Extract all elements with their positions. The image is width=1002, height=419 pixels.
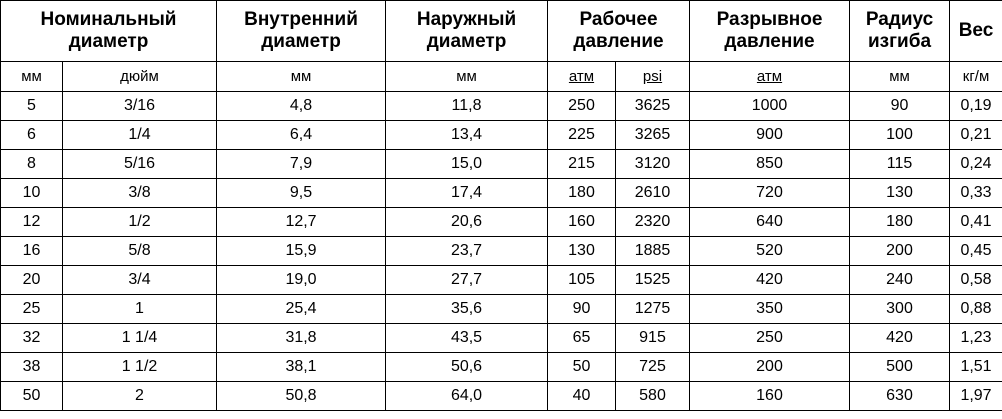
table-cell: 3625 xyxy=(616,92,690,121)
column-unit-header xyxy=(1,62,63,92)
table-row xyxy=(1,121,1002,150)
table-cell: 6,4 xyxy=(217,121,386,150)
table-cell: 350 xyxy=(690,295,850,324)
table-cell: 50,8 xyxy=(217,382,386,411)
table-cell: 900 xyxy=(690,121,850,150)
column-group-header: Внутренний диаметр xyxy=(217,1,386,62)
unit-label: мм xyxy=(456,68,477,85)
table-cell: 200 xyxy=(690,353,850,382)
table-cell: 50 xyxy=(548,353,616,382)
table-cell: 19,0 xyxy=(217,266,386,295)
table-cell: 16 xyxy=(1,237,63,266)
table-cell: 0,45 xyxy=(950,237,1002,266)
column-unit-header xyxy=(548,62,616,92)
table-cell: 9,5 xyxy=(217,179,386,208)
unit-label: дюйм xyxy=(120,68,159,85)
table-cell: 300 xyxy=(850,295,950,324)
table-row xyxy=(1,92,1002,121)
table-cell: 15,9 xyxy=(217,237,386,266)
table-cell: 0,21 xyxy=(950,121,1002,150)
table-cell: 0,88 xyxy=(950,295,1002,324)
column-unit-header xyxy=(217,62,386,92)
table-cell: 160 xyxy=(548,208,616,237)
table-cell: 225 xyxy=(548,121,616,150)
table-body xyxy=(1,92,1002,411)
table-cell: 32 xyxy=(1,324,63,353)
table-cell: 7,9 xyxy=(217,150,386,179)
column-unit-header xyxy=(690,62,850,92)
table-cell: 15,0 xyxy=(386,150,548,179)
table-cell: 0,58 xyxy=(950,266,1002,295)
table-cell: 8 xyxy=(1,150,63,179)
column-group-header: Рабочее давление xyxy=(548,1,690,62)
table-cell: 180 xyxy=(850,208,950,237)
table-cell: 1000 xyxy=(690,92,850,121)
table-cell: 250 xyxy=(548,92,616,121)
unit-label: атм xyxy=(568,68,595,85)
table-cell: 1 xyxy=(63,295,217,324)
table-cell: 180 xyxy=(548,179,616,208)
table-cell: 640 xyxy=(690,208,850,237)
table-cell: 215 xyxy=(548,150,616,179)
table-cell: 5/16 xyxy=(63,150,217,179)
table-cell: 3120 xyxy=(616,150,690,179)
table-cell: 12 xyxy=(1,208,63,237)
table-cell: 105 xyxy=(548,266,616,295)
table-cell: 1885 xyxy=(616,237,690,266)
table-cell: 65 xyxy=(548,324,616,353)
table-row xyxy=(1,382,1002,411)
table-cell: 1/2 xyxy=(63,208,217,237)
table-cell: 20 xyxy=(1,266,63,295)
table-cell: 250 xyxy=(690,324,850,353)
table-cell: 25 xyxy=(1,295,63,324)
table-cell: 5/8 xyxy=(63,237,217,266)
table-row xyxy=(1,353,1002,382)
table-cell: 500 xyxy=(850,353,950,382)
table-cell: 50 xyxy=(1,382,63,411)
table-cell: 1 1/2 xyxy=(63,353,217,382)
table-cell: 2320 xyxy=(616,208,690,237)
table-cell: 240 xyxy=(850,266,950,295)
table-cell: 1,51 xyxy=(950,353,1002,382)
column-unit-header xyxy=(386,62,548,92)
table-cell: 115 xyxy=(850,150,950,179)
table-cell: 25,4 xyxy=(217,295,386,324)
table-cell: 200 xyxy=(850,237,950,266)
table-cell: 3/16 xyxy=(63,92,217,121)
unit-label: мм xyxy=(21,68,42,85)
table-cell: 1,23 xyxy=(950,324,1002,353)
table-cell: 27,7 xyxy=(386,266,548,295)
unit-label: psi xyxy=(642,68,663,85)
column-group-header: Вес xyxy=(950,1,1002,62)
table-cell: 17,4 xyxy=(386,179,548,208)
column-group-header: Разрывное давление xyxy=(690,1,850,62)
table-cell: 850 xyxy=(690,150,850,179)
table-cell: 420 xyxy=(850,324,950,353)
table-cell: 0,41 xyxy=(950,208,1002,237)
table-cell: 13,4 xyxy=(386,121,548,150)
table-cell: 50,6 xyxy=(386,353,548,382)
table-cell: 12,7 xyxy=(217,208,386,237)
table-cell: 64,0 xyxy=(386,382,548,411)
table-cell: 915 xyxy=(616,324,690,353)
table-cell: 3/4 xyxy=(63,266,217,295)
table-row xyxy=(1,266,1002,295)
table-row xyxy=(1,208,1002,237)
table-cell: 160 xyxy=(690,382,850,411)
table-cell: 5 xyxy=(1,92,63,121)
table-header xyxy=(1,1,1002,92)
table-cell: 43,5 xyxy=(386,324,548,353)
table-cell: 1 1/4 xyxy=(63,324,217,353)
table-cell: 31,8 xyxy=(217,324,386,353)
table-cell: 38,1 xyxy=(217,353,386,382)
table-cell: 130 xyxy=(548,237,616,266)
table-cell: 3265 xyxy=(616,121,690,150)
table-cell: 420 xyxy=(690,266,850,295)
table-cell: 130 xyxy=(850,179,950,208)
table-row xyxy=(1,324,1002,353)
table-cell: 40 xyxy=(548,382,616,411)
column-group-header: Номинальный диаметр xyxy=(1,1,217,62)
unit-label: мм xyxy=(889,68,910,85)
table-cell: 2 xyxy=(63,382,217,411)
table-cell: 38 xyxy=(1,353,63,382)
table-row xyxy=(1,150,1002,179)
table-cell: 23,7 xyxy=(386,237,548,266)
table-cell: 580 xyxy=(616,382,690,411)
table-cell: 630 xyxy=(850,382,950,411)
column-group-header: Наружный диаметр xyxy=(386,1,548,62)
group-header-row xyxy=(1,1,1002,62)
column-unit-header xyxy=(616,62,690,92)
table-cell: 1275 xyxy=(616,295,690,324)
unit-label: мм xyxy=(290,68,312,85)
table-row xyxy=(1,179,1002,208)
table-cell: 11,8 xyxy=(386,92,548,121)
column-unit-header xyxy=(850,62,950,92)
unit-label: атм xyxy=(756,68,783,85)
table-cell: 0,33 xyxy=(950,179,1002,208)
table-cell: 4,8 xyxy=(217,92,386,121)
table-cell: 1525 xyxy=(616,266,690,295)
column-group-header: Радиус изгиба xyxy=(850,1,950,62)
table-cell: 10 xyxy=(1,179,63,208)
column-unit-header xyxy=(950,62,1002,92)
table-cell: 520 xyxy=(690,237,850,266)
table-cell: 720 xyxy=(690,179,850,208)
table-cell: 35,6 xyxy=(386,295,548,324)
table-row xyxy=(1,295,1002,324)
unit-header-row xyxy=(1,62,1002,92)
table-cell: 90 xyxy=(548,295,616,324)
table-cell: 6 xyxy=(1,121,63,150)
table-cell: 0,24 xyxy=(950,150,1002,179)
table-cell: 0,19 xyxy=(950,92,1002,121)
table-cell: 1,97 xyxy=(950,382,1002,411)
table-cell: 1/4 xyxy=(63,121,217,150)
column-unit-header xyxy=(63,62,217,92)
table-cell: 20,6 xyxy=(386,208,548,237)
table-cell: 3/8 xyxy=(63,179,217,208)
unit-label: кг/м xyxy=(962,68,990,85)
table-row xyxy=(1,237,1002,266)
table-cell: 90 xyxy=(850,92,950,121)
table-cell: 725 xyxy=(616,353,690,382)
table-cell: 100 xyxy=(850,121,950,150)
table-cell: 2610 xyxy=(616,179,690,208)
